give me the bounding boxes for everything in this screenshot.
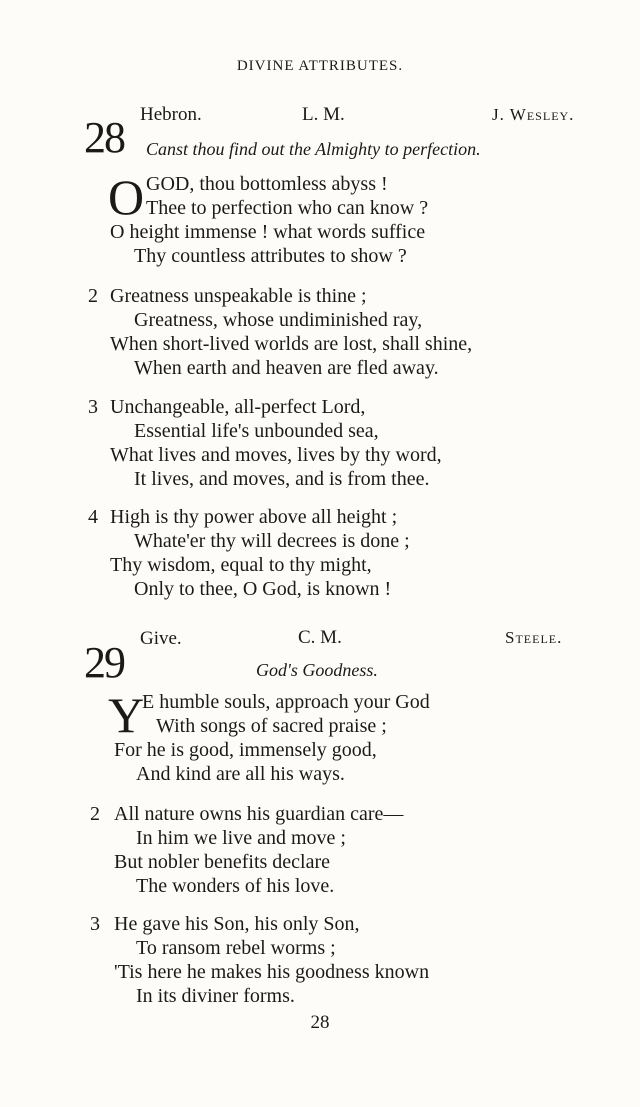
verse-number: 2 (88, 285, 98, 307)
verse-line: 'Tis here he makes his goodness known (114, 961, 430, 983)
verse-line: The wonders of his love. (136, 875, 335, 897)
hymn-subject: Canst thou find out the Almighty to perfection. (146, 139, 481, 159)
verse-line: In him we live and move ; (136, 827, 346, 849)
hymn-number: 29 (84, 638, 124, 687)
verse-line: Essential life's unbounded sea, (134, 420, 379, 442)
verse-line: When short-lived worlds are lost, shall shine, (110, 333, 473, 355)
verse-line: E humble souls, approach your God (142, 691, 430, 713)
verse-number: 2 (90, 803, 100, 825)
verse-number: 3 (90, 913, 100, 935)
verse-line: Greatness unspeakable is thine ; (110, 285, 367, 307)
verse-line: With songs of sacred praise ; (156, 715, 387, 737)
verse-line: When earth and heaven are fled away. (134, 357, 439, 379)
verse-line: He gave his Son, his only Son, (114, 913, 360, 935)
verse-line: And kind are all his ways. (136, 763, 345, 785)
verse-line: O height immense ! what words suffice (110, 221, 426, 243)
verse-line: To ransom rebel worms ; (136, 937, 336, 959)
tune-name: Give. (140, 628, 182, 649)
running-head: DIVINE ATTRIBUTES. (236, 58, 404, 74)
verse-line: In its diviner forms. (136, 985, 295, 1007)
verse-line: All nature owns his guardian care— (114, 803, 404, 825)
verse-line: GOD, thou bottomless abyss ! (146, 173, 388, 195)
verse-number: 4 (88, 506, 98, 528)
author: J. Wesley. (492, 105, 575, 124)
verse-line: High is thy power above all height ; (110, 506, 398, 528)
drop-cap: O (108, 169, 145, 225)
verse-line: Unchangeable, all-perfect Lord, (110, 396, 366, 418)
author: Steele. (505, 628, 563, 647)
verse-line: Greatness, whose undiminished ray, (134, 309, 423, 331)
verse-number: 3 (88, 396, 98, 418)
page-number: 28 (310, 1012, 330, 1033)
drop-cap: Y (108, 687, 145, 743)
verse-line: Thee to perfection who can know ? (146, 197, 429, 219)
verse-line: Thy wisdom, equal to thy might, (110, 554, 372, 576)
verse-line: But nobler benefits declare (114, 851, 331, 873)
meter: L. M. (302, 104, 345, 125)
verse-line: Only to thee, O God, is known ! (134, 578, 392, 600)
tune-name: Hebron. (140, 104, 202, 125)
verse-line: For he is good, immensely good, (114, 739, 377, 761)
verse-line: Thy countless attributes to show ? (134, 245, 407, 267)
verse-line: It lives, and moves, and is from thee. (134, 468, 430, 490)
hymn-number: 28 (84, 113, 124, 162)
meter: C. M. (298, 627, 342, 648)
verse-line: What lives and moves, lives by thy word, (110, 444, 442, 466)
verse-line: Whate'er thy will decrees is done ; (134, 530, 410, 552)
hymn-subject: God's Goodness. (256, 660, 378, 680)
